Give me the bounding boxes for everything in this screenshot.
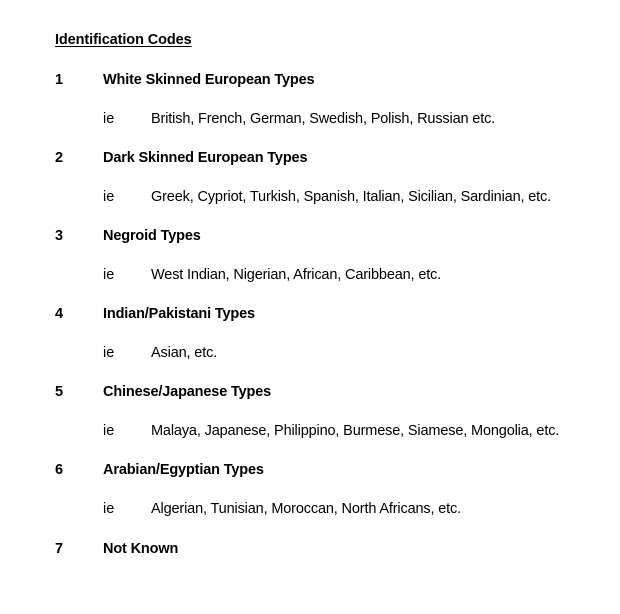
code-type-label: Chinese/Japanese Types bbox=[103, 384, 272, 400]
code-examples: Algerian, Tunisian, Moroccan, North Africans, etc. bbox=[151, 501, 462, 517]
ie-label: ie bbox=[103, 267, 115, 283]
code-type-label: White Skinned European Types bbox=[103, 72, 315, 88]
ie-label: ie bbox=[103, 189, 115, 205]
code-type-label: Negroid Types bbox=[103, 228, 201, 244]
code-number: 1 bbox=[55, 72, 64, 88]
document-heading: Identification Codes bbox=[55, 32, 192, 48]
code-number: 2 bbox=[55, 150, 64, 166]
code-number: 4 bbox=[55, 306, 64, 322]
code-examples: Asian, etc. bbox=[151, 345, 218, 361]
code-number: 3 bbox=[55, 228, 64, 244]
code-entry-7 bbox=[0, 541, 620, 571]
code-type-label: Arabian/Egyptian Types bbox=[103, 462, 264, 478]
code-number: 5 bbox=[55, 384, 64, 400]
code-examples: Greek, Cypriot, Turkish, Spanish, Italian, Sicilian, Sardinian, etc. bbox=[151, 189, 552, 205]
code-examples: West Indian, Nigerian, African, Caribbean, etc. bbox=[151, 267, 442, 283]
code-number: 6 bbox=[55, 462, 64, 478]
code-examples: British, French, German, Swedish, Polish, Russian etc. bbox=[151, 111, 496, 127]
ie-label: ie bbox=[103, 111, 115, 127]
code-examples: Malaya, Japanese, Philippino, Burmese, Siamese, Mongolia, etc. bbox=[151, 423, 560, 439]
ie-label: ie bbox=[103, 345, 115, 361]
ie-label: ie bbox=[103, 501, 115, 517]
code-entry-5 bbox=[0, 384, 620, 462]
code-entry-1 bbox=[0, 72, 620, 150]
code-type-label: Dark Skinned European Types bbox=[103, 150, 308, 166]
code-type-label: Not Known bbox=[103, 541, 179, 557]
code-entry-2 bbox=[0, 150, 620, 228]
code-type-label: Indian/Pakistani Types bbox=[103, 306, 255, 322]
code-entry-4 bbox=[0, 306, 620, 384]
code-number: 7 bbox=[55, 541, 64, 557]
ie-label: ie bbox=[103, 423, 115, 439]
code-entry-6 bbox=[0, 462, 620, 540]
code-entry-3 bbox=[0, 228, 620, 306]
